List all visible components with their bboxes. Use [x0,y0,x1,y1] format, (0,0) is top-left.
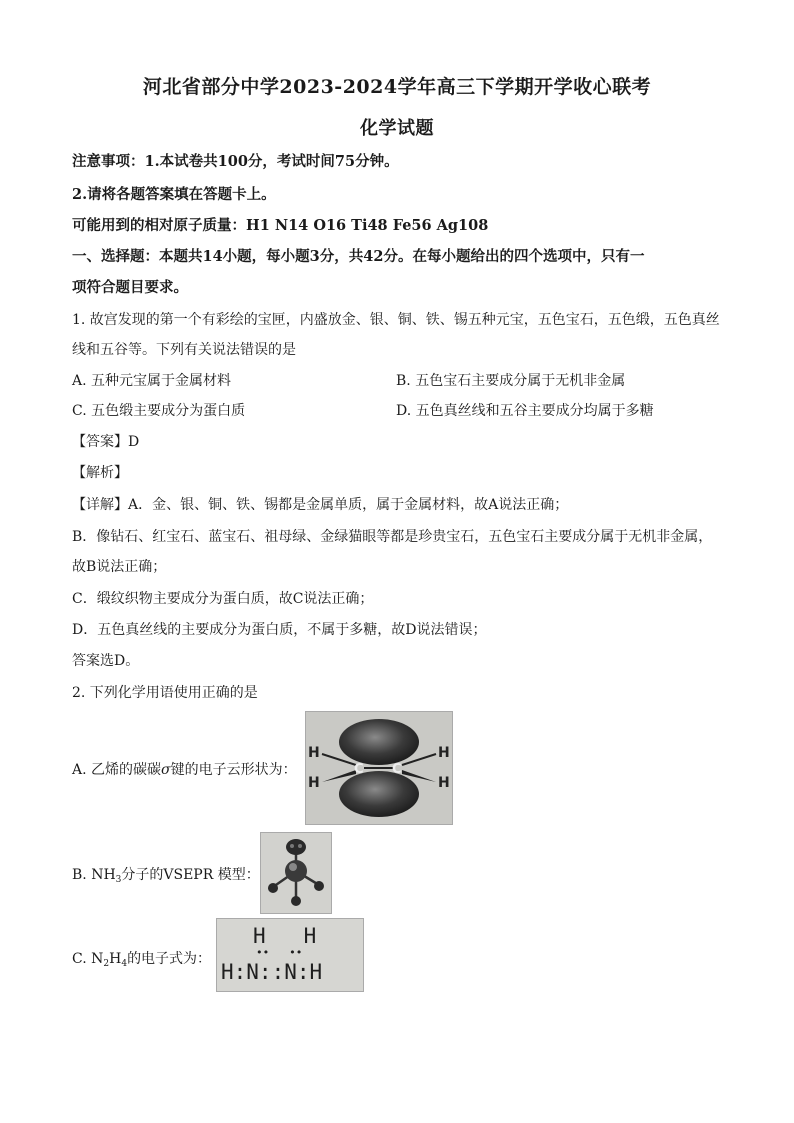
c-label: C [354,762,364,777]
q1-detail-line-4: C．缎纹织物主要成分为蛋白质，故C说法正确； [72,591,374,607]
h-label: H [438,745,450,761]
vsepr-model-image [261,833,331,913]
q2-option-c: C. $N_2H_4$的电子式为： [72,951,212,969]
q1-option-b: B. 五色宝石主要成分属于无机非金属 [396,373,626,389]
q1-detail-line-5: D．五色真丝线的主要成分为蛋白质，不属于多糖，故D说法错误； [72,622,487,638]
notes-line-3: 可能用到的相对原子质量：H1 N14 O16 Ti48 Fe56 Ag108 [72,217,489,234]
section-heading-line-2: 项符合题目要求。 [72,279,188,296]
formula-top-row: H H [253,924,317,948]
h-label: H [308,745,320,761]
section-heading-line-1: 一、选择题：本题共14小题，每小题3分，共42分。在每小题给出的四个选项中，只有一 [72,248,645,265]
q1-option-c: C. 五色缎主要成分为蛋白质 [72,403,246,419]
q1-answer: 【答案】D [72,434,140,450]
notes-line-1: 注意事项：1.本试卷共100分，考试时间75分钟。 [72,153,399,170]
formula-dot-row: •• •• [256,946,303,959]
q1-analysis-label: 【解析】 [72,465,128,481]
formula-bottom-row: H:N::N:H [221,960,323,984]
q1-option-a: A. 五种元宝属于金属材料 [72,373,232,389]
q1-stem-line-1: 1. 故宫发现的第一个有彩绘的宝匣，内盛放金、银、铜、铁、锡五种元宝，五色宝石，五色缎，五色真丝 [72,312,720,328]
h-label: H [438,775,450,791]
page-title: 河北省部分中学2023-2024学年高三下学期开学收心联考 [142,76,652,98]
q1-option-d: D. 五色真丝线和五谷主要成分均属于多糖 [396,403,654,419]
q2-stem: 2. 下列化学用语使用正确的是 [72,685,258,701]
q2-option-a: A. 乙烯的碳碳σ键的电子云形状为： [72,762,297,778]
sigma-symbol: σ [161,762,171,778]
q2-option-b: B. $NH_3$分子的VSEPR 模型： [72,867,260,885]
page-subtitle: 化学试题 [360,118,434,139]
q1-detail-line-2: B．像钻石、红宝石、蓝宝石、祖母绿、金绿猫眼等都是珍贵宝石，五色宝石主要成分属于无机非金属， [72,529,713,545]
q1-conclusion: 答案选D。 [72,653,140,669]
n2h4-electron-formula-figure [216,918,364,992]
ethylene-sigma-bond-figure [305,711,453,825]
q1-detail-line-1: 【详解】A．金、银、铜、铁、锡都是金属单质，属于金属材料，故A说法正确； [72,497,569,513]
electron-cloud-image [306,712,452,824]
q1-stem-line-2: 线和五谷等。下列有关说法错误的是 [72,342,296,358]
vsepr-model-figure [260,832,332,914]
notes-line-2: 2.请将各题答案填在答题卡上。 [72,186,276,203]
electron-formula-image [217,919,363,991]
q1-detail-line-3: 故B说法正确； [72,559,167,575]
c-label: C [392,762,402,777]
h-label: H [308,775,320,791]
